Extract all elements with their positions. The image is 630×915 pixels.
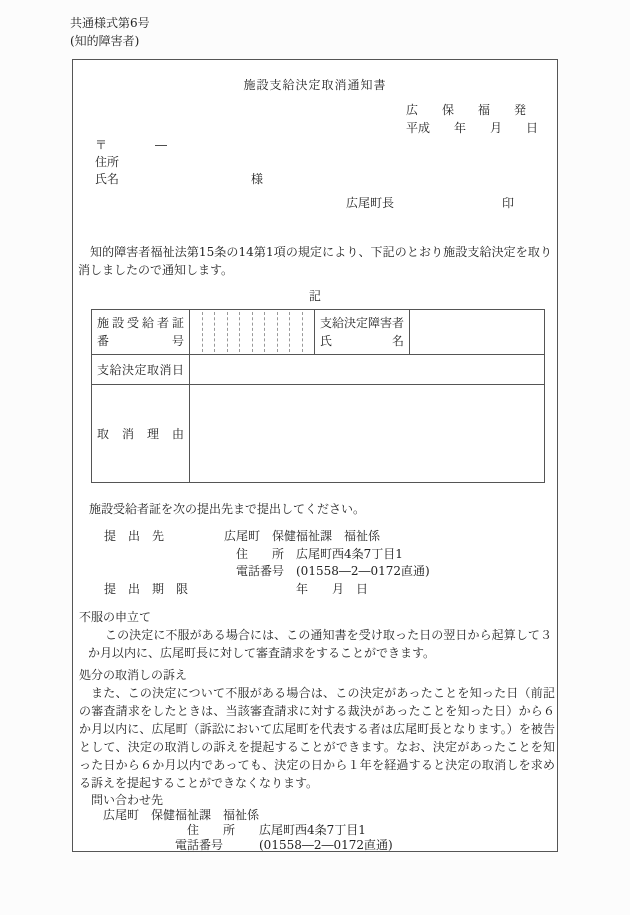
recipient-cert-number-cell — [190, 310, 315, 355]
addressee-block — [95, 137, 263, 188]
digit-box — [227, 312, 240, 352]
doc-date-line: 平成 年 月 日 — [406, 121, 539, 135]
grantee-label-line2: 氏名 — [320, 334, 404, 348]
grantee-label-line1: 支給決定障害者 — [320, 316, 405, 330]
ki-heading: 記 — [308, 289, 321, 303]
doc-code-line: 広 保 福 発 — [406, 103, 527, 117]
digit-box — [302, 312, 315, 352]
appeal-body: この決定に不服がある場合には、この通知書を受け取った日の翌日から起算して３か月以内に、広尾町長に対して審査請求をすることができます。 — [88, 628, 552, 660]
grantee-name-value-cell — [410, 310, 545, 355]
recipient-cert-label-line1: 施設受給者証 — [97, 316, 184, 330]
page-title: 施設支給決定取消通知書 — [243, 78, 387, 92]
cancel-date-label-cell — [92, 355, 190, 385]
lawsuit-body: また、この決定について不服がある場合は、この決定があったことを知った日（前記の審査請求をしたときは、当該審査請求に対する裁決があったことを知った日）から６か月以内に、広尾町（訴訟において広尾町を代表する者は広尾町長となります。）を被告として、決定の取消しの訴えを提起することができます。なお、決定があったことを知った日から６か月以内であっても、決定の日から１年を経過すると決定の取消しを求める訴えを提起することができなくなります。 — [79, 686, 555, 790]
cert-number-digits — [190, 312, 314, 352]
name-line: 氏名 様 — [95, 172, 264, 186]
digit-box — [190, 312, 202, 352]
digit-box — [289, 312, 302, 352]
mayor-seal-line: 広尾町長 印 — [346, 196, 515, 210]
decision-table — [91, 309, 545, 483]
submit-intro: 施設受給者証を次の提出先まで提出してください。 — [89, 502, 366, 516]
lawsuit-heading: 処分の取消しの訴え — [79, 668, 188, 682]
address-label: 住所 — [95, 155, 120, 169]
cancel-reason-label-cell — [92, 385, 190, 483]
inquiry-address-line: 住 所 広尾町西4条7丁目1 — [91, 823, 366, 837]
submit-phone-line: 電話番号 (01558―2―0172直通) — [104, 564, 430, 578]
submit-address-line: 住 所 広尾町西4条7丁目1 — [104, 546, 403, 561]
submit-destination-line: 提 出 先 広尾町 保健福祉課 福祉係 — [104, 529, 381, 543]
cancel-reason-label: 取消理由 — [97, 426, 184, 441]
inquiry-office-line: 広尾町 保健福祉課 福祉係 — [91, 808, 260, 822]
form-meta — [70, 14, 150, 50]
recipient-cert-label-line2: 番号 — [97, 334, 184, 348]
cancel-date-label: 支給決定取消日 — [97, 362, 184, 377]
form-target: (知的障害者) — [70, 34, 140, 48]
form-number: 共通様式第6号 — [70, 16, 150, 30]
doc-number-block — [406, 101, 538, 137]
digit-box — [252, 312, 265, 352]
digit-box — [239, 312, 252, 352]
notice-frame — [72, 59, 558, 852]
digit-box — [202, 312, 215, 352]
digit-box — [277, 312, 290, 352]
grantee-label-cell — [315, 310, 410, 355]
digit-box — [214, 312, 227, 352]
inquiry-phone-line: 電話番号 (01558―2―0172直通) — [91, 838, 393, 852]
appeal-heading: 不服の申立て — [79, 610, 152, 624]
inquiry-block — [91, 793, 393, 852]
postal-code-line: 〒 ― — [95, 138, 168, 152]
recipient-cert-label-cell — [92, 310, 190, 355]
submit-destination-block — [104, 528, 430, 598]
digit-box — [264, 312, 277, 352]
cancel-date-value-cell — [190, 355, 545, 385]
inquiry-heading: 問い合わせ先 — [91, 793, 164, 807]
submit-deadline-line: 提 出 期 限 年 月 日 — [104, 581, 369, 596]
notice-paragraph: 知的障害者福祉法第15条の14第1項の規定により、下記のとおり施設支給決定を取り消しましたので通知します。 — [78, 245, 552, 277]
cancel-reason-value-cell — [190, 385, 545, 483]
